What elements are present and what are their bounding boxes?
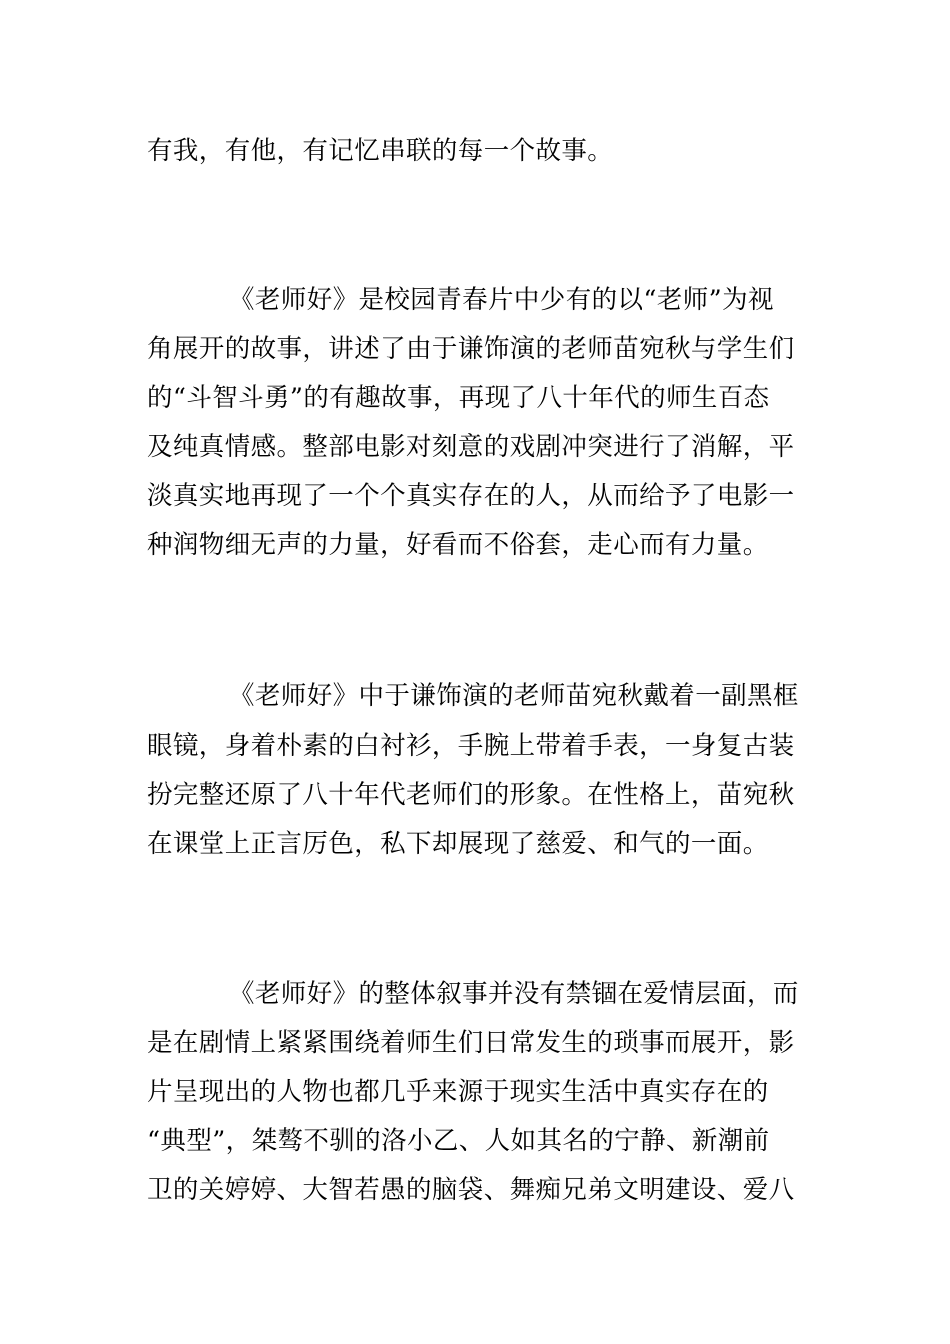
text-line: 角展开的故事，讲述了由于谦饰演的老师苗宛秋与学生们 — [147, 334, 795, 364]
text-line: 淡真实地再现了一个个真实存在的人，从而给予了电影一 — [147, 481, 795, 511]
text-line: 片呈现出的人物也都几乎来源于现实生活中真实存在的 — [147, 1077, 769, 1107]
text-line: 扮完整还原了八十年代老师们的形象。在性格上，苗宛秋 — [147, 780, 795, 810]
text-line: 是在剧情上紧紧围绕着师生们日常发生的琐事而展开，影 — [147, 1028, 795, 1058]
text-line: 及纯真情感。整部电影对刻意的戏剧冲突进行了消解，平 — [147, 432, 795, 462]
text-line: 《老师好》中于谦饰演的老师苗宛秋戴着一副黑框 — [229, 681, 799, 711]
text-line: 眼镜，身着朴素的白衬衫，手腕上带着手表，一身复古装 — [147, 731, 795, 761]
text-line: 的“斗智斗勇”的有趣故事，再现了八十年代的师生百态 — [147, 383, 770, 413]
text-line: “典型”，桀骜不驯的洛小乙、人如其名的宁静、新潮前 — [147, 1126, 770, 1156]
text-line: 在课堂上正言厉色，私下却展现了慈爱、和气的一面。 — [147, 829, 769, 859]
text-line: 卫的关婷婷、大智若愚的脑袋、舞痴兄弟文明建设、爱八 — [147, 1175, 795, 1205]
text-line: 种润物细无声的力量，好看而不俗套，走心而有力量。 — [147, 530, 769, 560]
text-line: 《老师好》是校园青春片中少有的以“老师”为视 — [229, 285, 774, 315]
text-line: 有我，有他，有记忆串联的每一个故事。 — [147, 136, 614, 166]
text-line: 《老师好》的整体叙事并没有禁锢在爱情层面，而 — [229, 979, 799, 1009]
